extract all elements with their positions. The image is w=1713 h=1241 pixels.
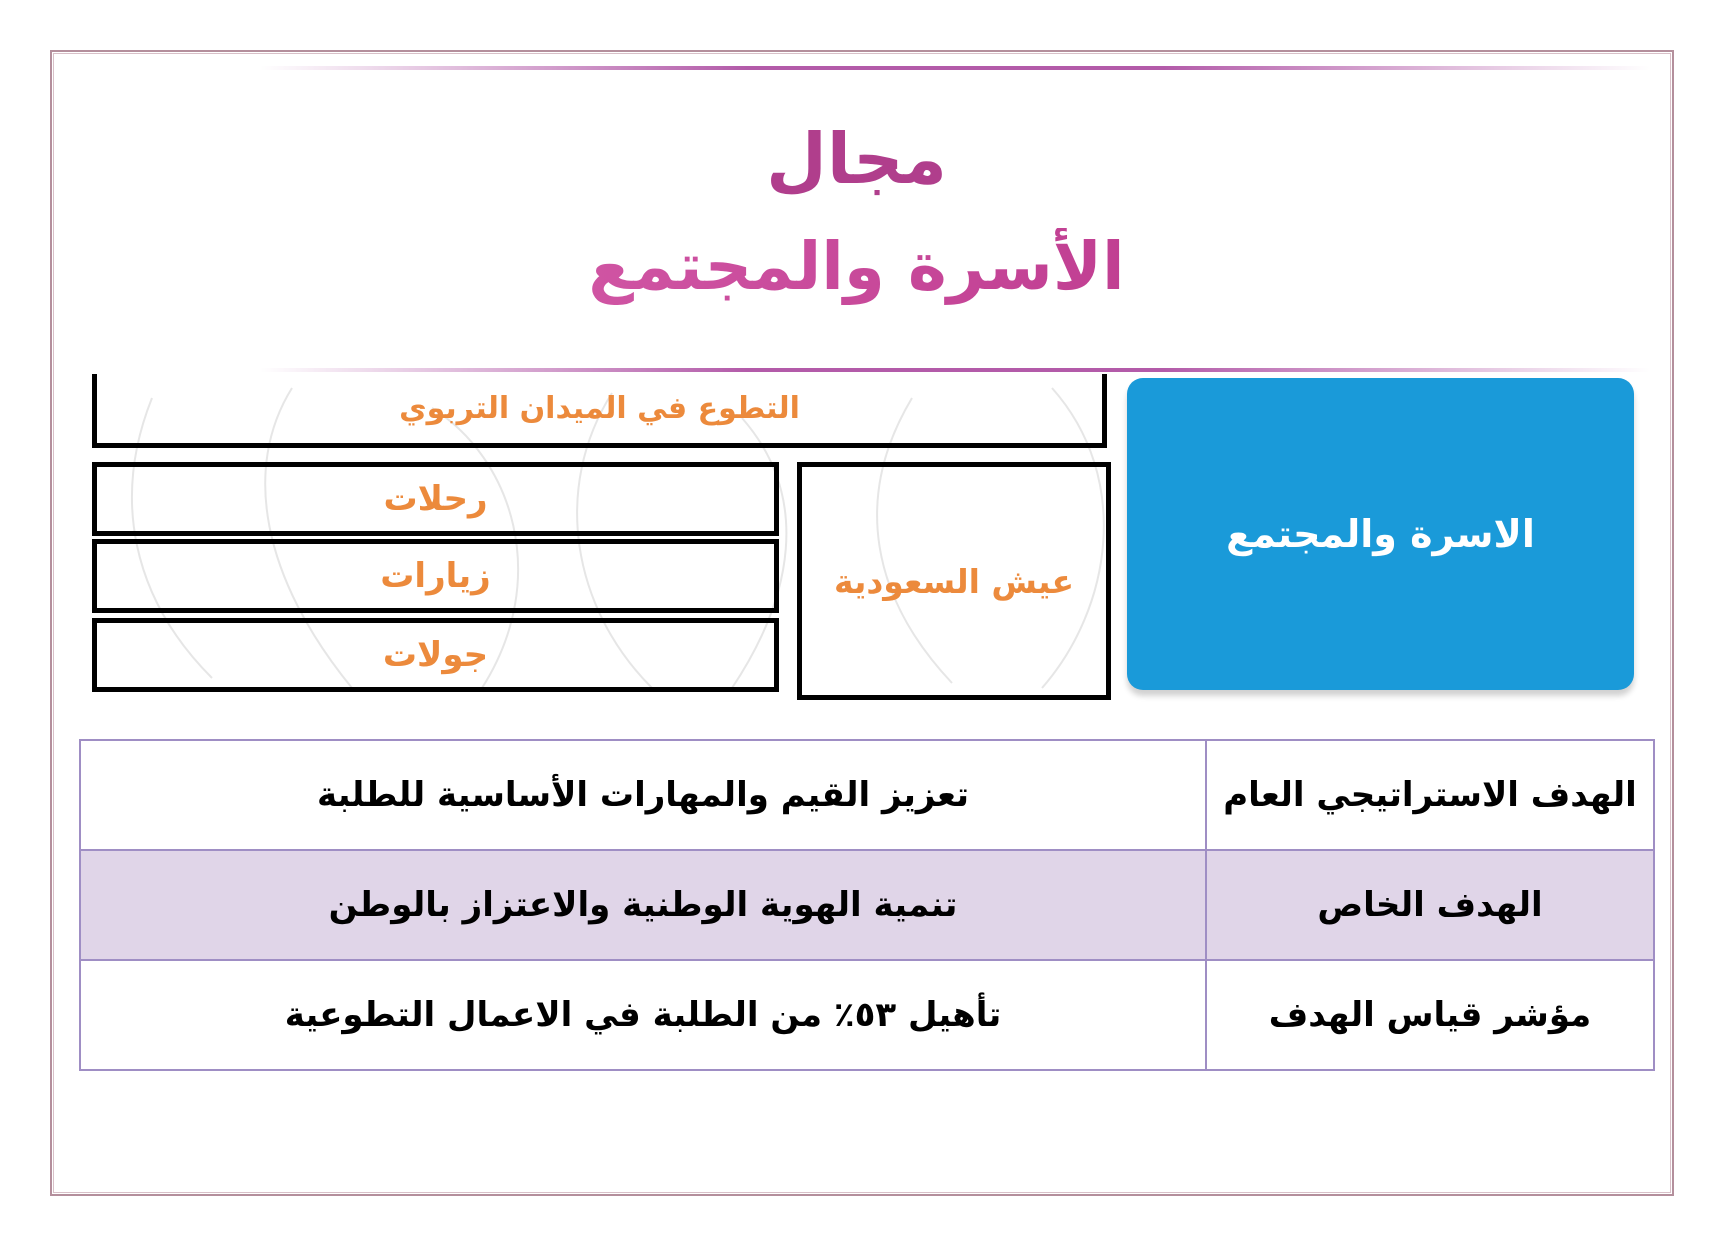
header-divider-bottom bbox=[260, 368, 1650, 372]
domain-title-line2: الأسرة والمجتمع bbox=[0, 228, 1713, 305]
activity-label: زيارات bbox=[380, 556, 491, 596]
activity-label: رحلات bbox=[383, 479, 488, 519]
activity-label: جولات bbox=[382, 635, 489, 675]
row-label: الهدف الخاص bbox=[1206, 850, 1654, 960]
program-box bbox=[797, 462, 1111, 700]
table-row bbox=[80, 960, 1654, 1070]
domain-title-line1: مجال bbox=[766, 118, 947, 200]
domain-card bbox=[1127, 378, 1634, 690]
program-label: عيش السعودية bbox=[833, 561, 1075, 601]
row-value: تنمية الهوية الوطنية والاعتزاز بالوطن bbox=[80, 850, 1206, 960]
domain-card-label: الاسرة والمجتمع bbox=[1226, 512, 1535, 556]
row-value: تعزيز القيم والمهارات الأساسية للطلبة bbox=[80, 740, 1206, 850]
row-value: تأهيل ٥٣٪ من الطلبة في الاعمال التطوعية bbox=[80, 960, 1206, 1070]
volunteering-box bbox=[92, 374, 1107, 448]
activity-box-trips bbox=[92, 462, 779, 536]
activity-box-tours bbox=[92, 618, 779, 692]
row-label: الهدف الاستراتيجي العام bbox=[1206, 740, 1654, 850]
table-row bbox=[80, 850, 1654, 960]
activity-box-visits bbox=[92, 539, 779, 613]
row-label: مؤشر قياس الهدف bbox=[1206, 960, 1654, 1070]
goals-table bbox=[79, 739, 1655, 1071]
header-divider-top bbox=[260, 66, 1650, 70]
table-row bbox=[80, 740, 1654, 850]
volunteering-label: التطوع في الميدان التربوي bbox=[399, 391, 800, 426]
